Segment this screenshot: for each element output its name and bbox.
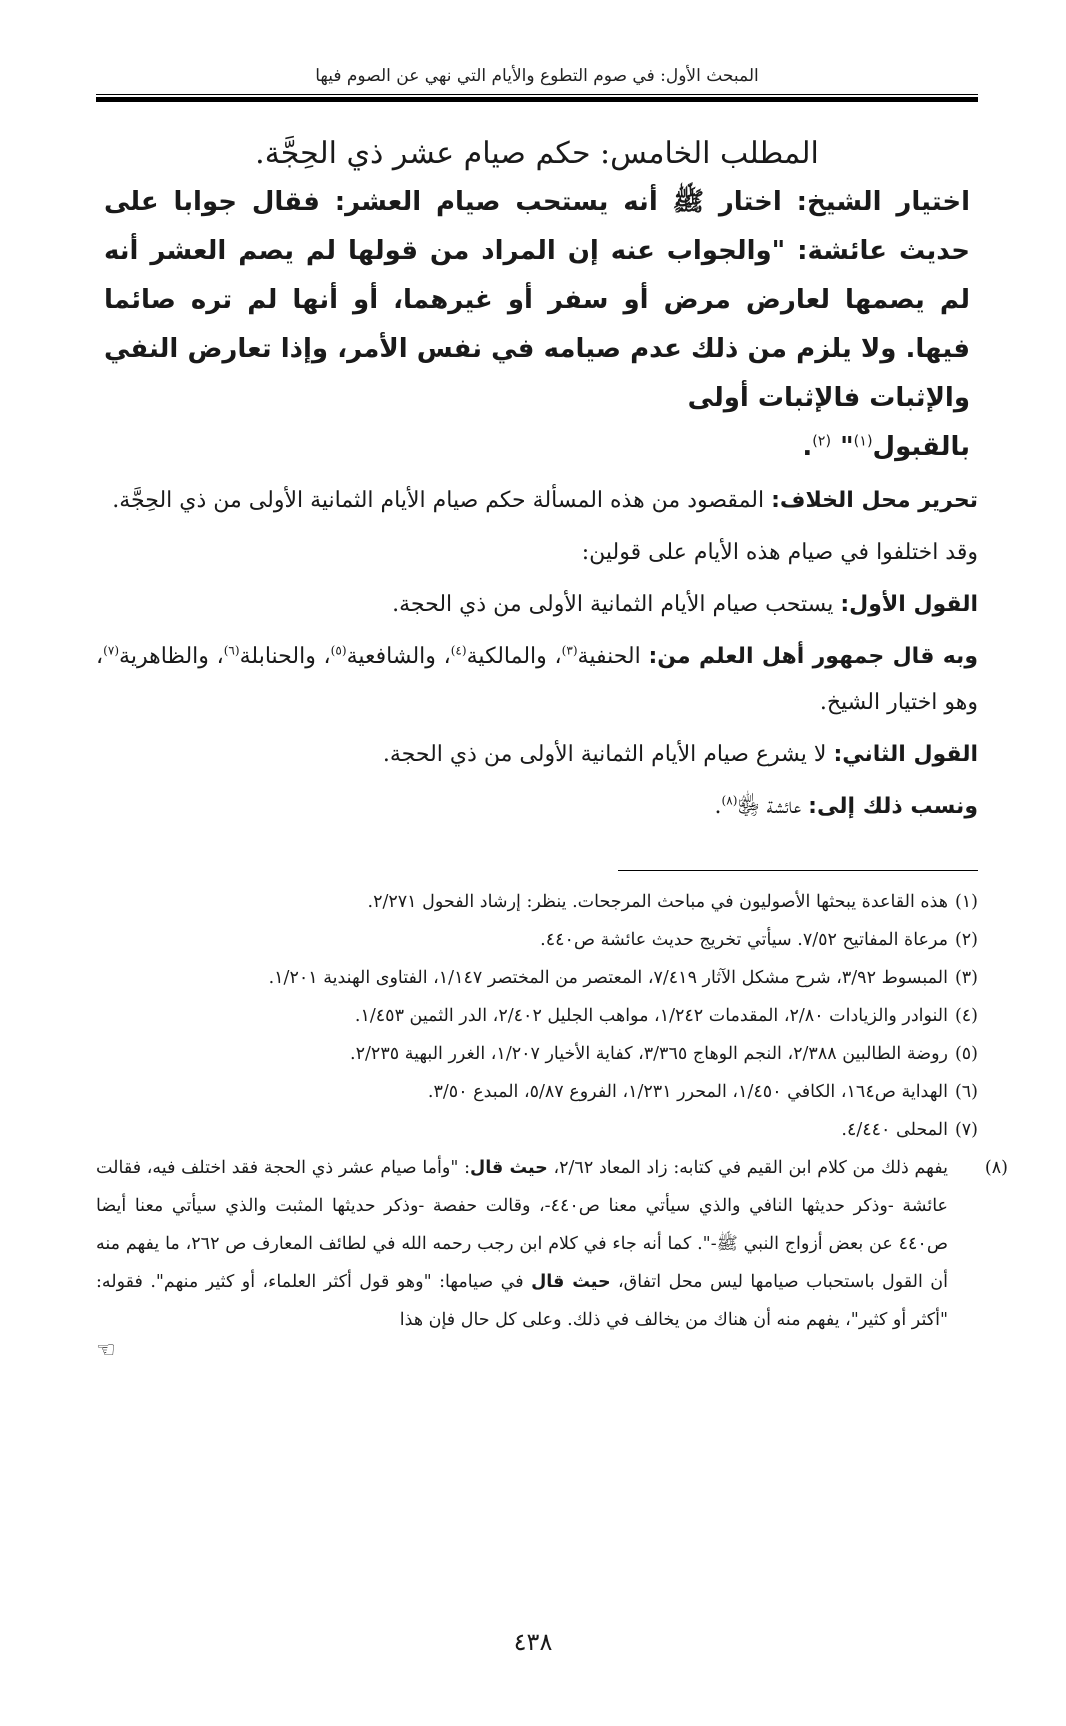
footnote-text: في صيامها: "وهو قول أكثر العلماء، أو كثير منهم". فقوله: "أكثر أو كثير"، يفهم منه أن هناك من يخالف في ذلك. وعلى كل حال فإن هذا <box>96 1272 948 1330</box>
footnote-ref[interactable]: (٤) <box>450 643 467 658</box>
footnote-text: النوادر والزيادات ٢/٨٠، المقدمات ١/٢٤٢، مواهب الجليل ٢/٤٠٢، الدر الثمين ١/٤٥٣. <box>354 1006 948 1026</box>
header-rule <box>96 94 978 95</box>
first-opinion-text: يستحب صيام الأيام الثمانية الأولى من ذي الحجة. <box>392 592 841 617</box>
header-rule-thick <box>96 97 978 102</box>
support-label: وبه قال جمهور أهل العلم من: <box>648 644 978 669</box>
footnote-bold: حيث قال <box>470 1158 548 1178</box>
second-opinion-label: القول الثاني: <box>833 742 978 767</box>
quote-close-mark: " <box>840 432 854 462</box>
school-malikiyya: ، والمالكية <box>466 644 562 669</box>
footnote-number: (٢) <box>954 930 978 950</box>
footnote <box>96 1035 978 1073</box>
footnote <box>96 997 978 1035</box>
pointing-hand-icon: ☜ <box>96 1338 116 1363</box>
footnote-text: مرعاة المفاتيح ٧/٥٢. سيأتي تخريج حديث عائشة ص٤٤٠. <box>540 930 948 950</box>
footnote-text: روضة الطالبين ٢/٣٨٨، النجم الوهاج ٣/٣٦٥، كفاية الأخيار ١/٢٠٧، الغرر البهية ٢/٢٣٥. <box>350 1044 948 1064</box>
footnote-text: هذه القاعدة يبحثها الأصوليون في مباحث المرجحات. ينظر: إرشاد الفحول ٢/٢٧١. <box>367 892 948 912</box>
footnote-ref[interactable]: (٣) <box>561 643 578 658</box>
footnote-number: (٦) <box>954 1082 978 1102</box>
footnote <box>96 959 978 997</box>
school-zahiriyya: ، والظاهرية <box>119 644 224 669</box>
footnote-text: الهداية ص١٦٤، الكافي ١/٤٥٠، المحرر ١/٢٣١، الفروع ٥/٨٧، المبدع ٣/٥٠. <box>427 1082 948 1102</box>
school-hanabila: ، والحنابلة <box>239 644 331 669</box>
footnote-ref[interactable]: (٨) <box>721 793 738 808</box>
school-hanafiyya: الحنفية <box>577 644 649 669</box>
footnote-number: (٨) <box>984 1158 1008 1178</box>
footnote <box>96 1111 978 1149</box>
ikhtilaf-paragraph: وقد اختلفوا في صيام هذه الأيام على قولين: <box>581 540 978 565</box>
footnote-ref[interactable]: (٥) <box>330 643 347 658</box>
footnote-ref[interactable]: (٦) <box>223 643 240 658</box>
footnote <box>96 1149 1008 1339</box>
quote-ending <box>104 423 970 472</box>
running-header: المبحث الأول: في صوم التطوع والأيام التي نهي عن الصوم فيها <box>315 66 759 86</box>
attribution-label: ونسب ذلك إلى: <box>808 794 978 819</box>
second-opinion-text: لا يشرع صيام الأيام الثمانية الأولى من ذي الحجة. <box>382 742 834 767</box>
footnote-bold: حيث قال <box>531 1272 611 1292</box>
footnote <box>96 921 978 959</box>
section-title: المطلب الخامس: حكم صيام عشر ذي الحِجَّة. <box>255 136 819 171</box>
footnote-number: (٧) <box>954 1120 978 1140</box>
footnote-number: (٥) <box>954 1044 978 1064</box>
footnote <box>96 883 978 921</box>
footnote-text: : "وأما صيام عشر ذي الحجة فقد اختلف فيه، فقالت عائشة -وذكر حديثها النافي والذي سيأتي معنا ص٤٤٠-، وقالت حفصة -وذكر حديثها المثبت والذي سيأتي معنا أيضا ص٤٤٠ عن بعض أزواج النبي ﷺ-". كما أنه جاء في كلام ابن رجب رحمه الله في لطائف المعارف ص ٢٦٢، ما يفهم منه أن القول باستحباب صيامها ليس محل اتفاق، <box>96 1158 948 1292</box>
footnote-ref[interactable]: (٧) <box>103 643 120 658</box>
footnote <box>96 1073 978 1111</box>
first-opinion <box>96 582 978 628</box>
shaykh-choice-quote <box>96 178 978 472</box>
footnote-ref[interactable]: (١) <box>853 433 873 450</box>
footnote-separator <box>618 870 978 871</box>
attribution-end: . <box>714 794 722 819</box>
second-opinion <box>96 732 978 778</box>
footnote-number: (٣) <box>954 968 978 988</box>
quote-period: . <box>802 432 813 462</box>
support-end: ، وهو اختيار الشيخ. <box>96 644 978 715</box>
footnote-text: المحلى ٤/٤٤٠. <box>841 1120 948 1140</box>
footnote-number: (١) <box>954 892 978 912</box>
tahrir-label: تحرير محل الخلاف: <box>771 488 978 513</box>
first-opinion-label: القول الأول: <box>840 592 978 617</box>
page-number: ٤٣٨ <box>513 1628 553 1656</box>
quote-last-word: بالقبول <box>872 432 970 462</box>
second-opinion-support <box>96 784 978 830</box>
footnote-text: يفهم ذلك من كلام ابن القيم في كتابه: زاد المعاد ٢/٦٢، <box>547 1158 948 1178</box>
school-shafiiyya: ، والشافعية <box>346 644 451 669</box>
tahrir-text: المقصود من هذه المسألة حكم صيام الأيام الثمانية الأولى من ذي الحِجَّة. <box>112 488 772 513</box>
first-opinion-support <box>96 634 978 726</box>
footnote-number: (٤) <box>954 1006 978 1026</box>
footnote-list <box>96 883 1008 1339</box>
footnote-text: المبسوط ٣/٩٢، شرح مشكل الآثار ٧/٤١٩، المعتصر من المختصر ١/١٤٧، الفتاوى الهندية ١/٢٠١. <box>268 968 948 988</box>
quote-text: اختيار الشيخ: اختار ﷺ أنه يستحب صيام العشر: فقال جوابا على حديث عائشة: "والجواب عنه إن المراد من قولها لم يصم العشر أنه لم يصمها لعارض مرض أو سفر أو غيرهما، أو أنها لم تره صائما فيها. ولا يلزم من ذلك عدم صيامه في نفس الأمر، وإذا تعارض النفي والإثبات فالإثبات أولى <box>104 187 970 413</box>
attribution-text: عائشة ﵂ <box>737 794 809 819</box>
footnote-ref[interactable]: (٢) <box>812 433 832 450</box>
tahrir-paragraph <box>96 478 978 524</box>
